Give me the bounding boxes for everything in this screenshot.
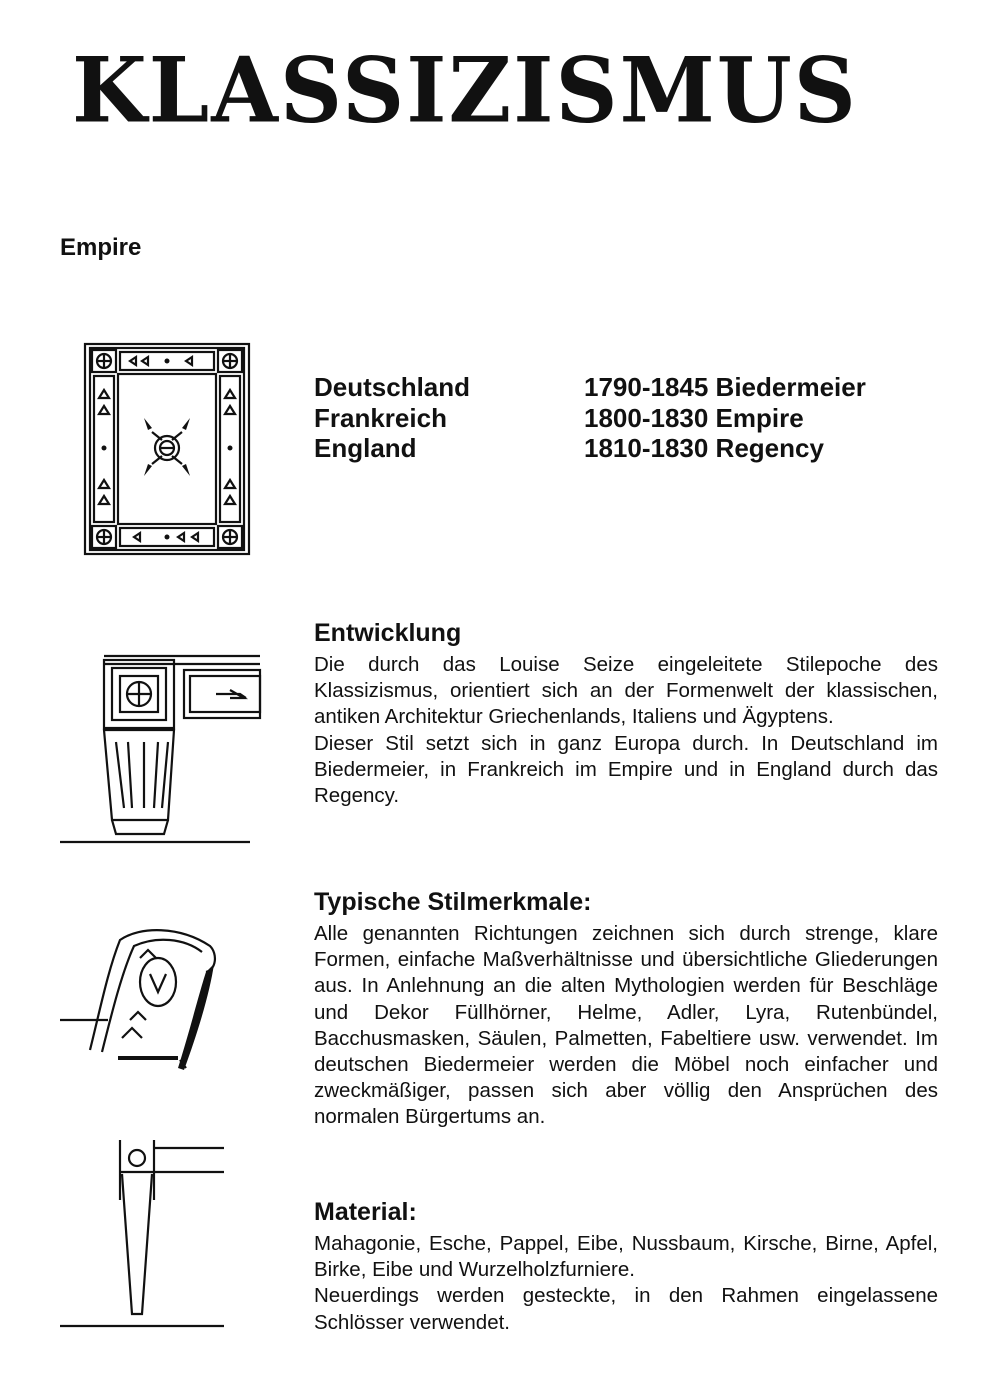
straight-leg-illustration — [60, 1138, 230, 1338]
page-subtitle: Empire — [60, 234, 142, 261]
page-title: KLASSIZISMUS — [72, 37, 858, 144]
timeline-row — [314, 403, 866, 434]
timeline-country: Frankreich — [314, 402, 447, 433]
section-paragraph: Dieser Stil setzt sich in ganz Europa durch. In Deutschland im Biedermeier, in Frankreich im Empire und in England durch das Regency. — [314, 731, 938, 808]
section-paragraph: Mahagonie, Esche, Pappel, Eibe, Nussbaum, Kirsche, Birne, Apfel, Birke, Eibe und Wurzelholzfurniere. — [314, 1232, 938, 1282]
section-paragraph: Die durch das Louise Seize eingeleitete Stilepoche des Klassizismus, orientiert sich an der Formenwelt der klassischen, antiken Architektur Griechenlands, Italiens und Ägyptens. — [314, 653, 938, 729]
table-leg-illustration — [60, 648, 265, 853]
section-heading: Material: — [314, 1198, 417, 1226]
section-paragraph: Alle genannten Richtungen zeichnen sich durch strenge, klare Formen, einfache Maßverhältnisse und übersichtliche Gliederungen aus. In Anlehnung an die alten Mythologien werden für Beschläge und Dekor Füllhörner, Helme, Adler, Lyra, Rutenbündel, Bacchusmasken, Säulen, Palmetten, Fabeltiere usw. verwendet. Im deutschen Biedermeier werden die Möbel noch einfacher und zweckmäßiger, passen sich aber völlig den Ansprüchen des normalen Bürgertums an. — [314, 922, 938, 1129]
timeline-period: 1790-1845 Biedermeier — [584, 372, 866, 402]
section-stilmerkmale — [314, 887, 938, 1131]
timeline-period: 1810-1830 Regency — [584, 433, 824, 463]
timeline-country: England — [314, 433, 417, 463]
timeline-country: Deutschland — [314, 372, 471, 402]
timeline-row — [314, 372, 866, 403]
section-entwicklung — [314, 618, 938, 809]
section-paragraph: Neuerdings werden gesteckte, in den Rahmen eingelassene Schlösser verwendet. — [314, 1284, 938, 1334]
section-material — [314, 1197, 938, 1336]
section-heading: Entwicklung — [314, 619, 462, 647]
door-panel-illustration — [82, 340, 254, 558]
timeline-row — [314, 433, 866, 464]
timeline — [314, 372, 866, 464]
chair-back-illustration — [60, 920, 220, 1080]
timeline-period: 1800-1830 Empire — [584, 402, 804, 433]
section-heading: Typische Stilmerkmale: — [314, 888, 592, 916]
